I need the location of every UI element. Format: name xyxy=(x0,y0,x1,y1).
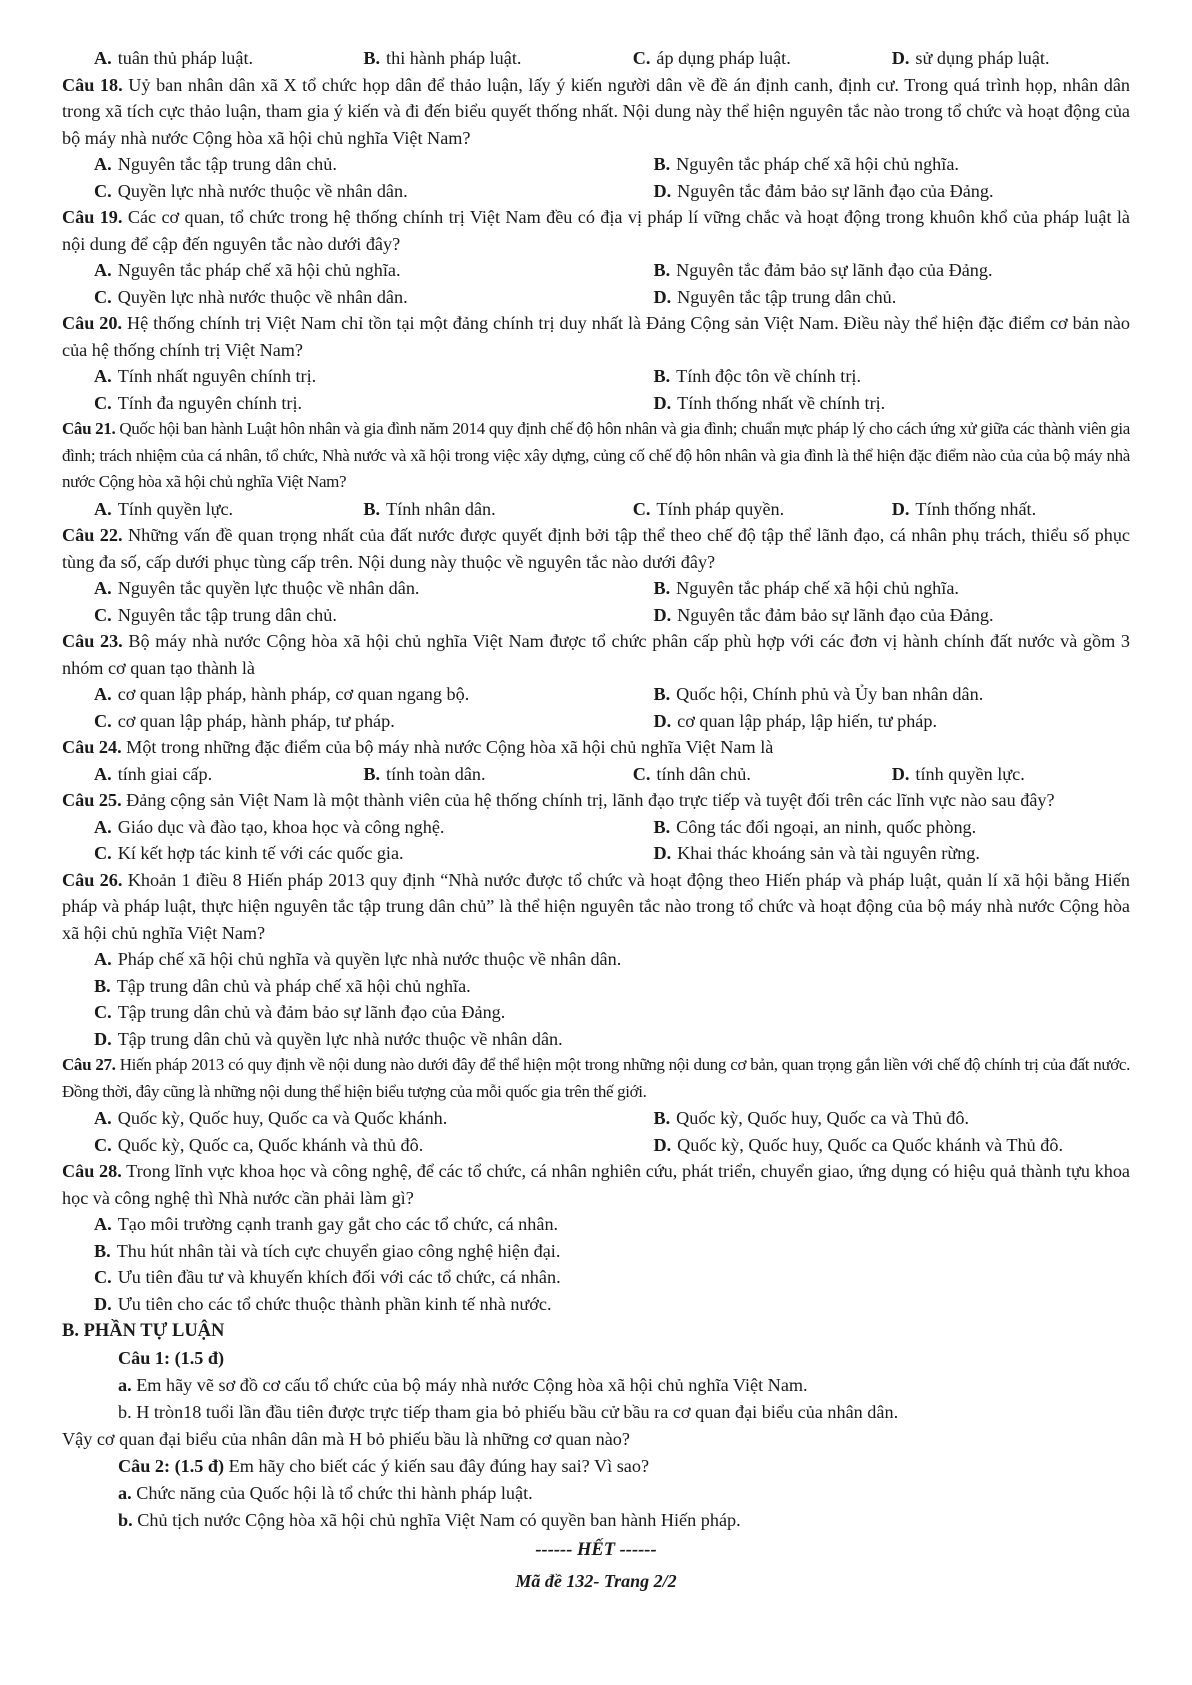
option-c: C. Kí kết hợp tác kinh tế với các quốc gia. xyxy=(94,843,404,863)
option-b: B. Quốc hội, Chính phủ và Ủy ban nhân dân. xyxy=(653,684,984,704)
question-23-options xyxy=(62,681,1130,734)
essay-q1-b-cont: Vậy cơ quan đại biểu của nhân dân mà H bỏ phiếu bầu là những cơ quan nào? xyxy=(62,1429,630,1449)
option-b: B. Nguyên tắc pháp chế xã hội chủ nghĩa. xyxy=(653,578,959,598)
option-a: A. tính giai cấp. xyxy=(94,763,213,784)
question-21: Câu 21. Quốc hội ban hành Luật hôn nhân và gia đình năm 2014 quy định chế độ hôn nhân và gia đình; chuẩn mực pháp lý cho cách ứng xử giữa các thành viên gia đình; trách nhiệm của cá nhân, tổ chức, Nhà nước và xã hội trong việc xây dựng, củng cố chế độ hôn nhân và gia đình là thể hiện đặc điểm nào của của bộ máy nhà nước Cộng hòa xã hội chủ nghĩa Việt Nam? xyxy=(62,419,1130,491)
essay-q1-title: Câu 1: (1.5 đ) xyxy=(118,1348,225,1368)
end-marker: ------ HẾT ------ xyxy=(535,1540,657,1560)
question-21-options xyxy=(62,496,1130,523)
question-27-options xyxy=(62,1105,1130,1158)
option-c: C. Quốc kỳ, Quốc ca, Quốc khánh và thủ đô. xyxy=(94,1134,424,1155)
option-b: B. Nguyên tắc pháp chế xã hội chủ nghĩa. xyxy=(653,154,959,174)
option-d: D. Nguyên tắc đảm bảo sự lãnh đạo của Đảng. xyxy=(653,604,994,625)
option-c: C. Tính pháp quyền. xyxy=(632,498,785,519)
option-d: D. Ưu tiên cho các tổ chức thuộc thành phần kinh tế nhà nước. xyxy=(94,1293,552,1314)
option-d: D. Tính thống nhất về chính trị. xyxy=(653,392,886,413)
option-a: A. cơ quan lập pháp, hành pháp, cơ quan ngang bộ. xyxy=(94,684,470,704)
option-a: A. Nguyên tắc pháp chế xã hội chủ nghĩa. xyxy=(94,260,401,280)
question-24: Câu 24. Một trong những đặc điểm của bộ máy nhà nước Cộng hòa xã hội chủ nghĩa Việt Nam là xyxy=(62,737,774,757)
option-b: B. tính toàn dân. xyxy=(363,763,486,784)
question-24-options xyxy=(62,761,1130,788)
question-23: Câu 23. Bộ máy nhà nước Cộng hòa xã hội chủ nghĩa Việt Nam được tổ chức phân cấp phù hợp với các đơn vị hành chính đất nước và gồm 3 nhóm cơ quan tạo thành là xyxy=(62,631,1130,678)
option-c: C. Quyền lực nhà nước thuộc về nhân dân. xyxy=(94,180,408,201)
essay-q2-b: b. Chủ tịch nước Cộng hòa xã hội chủ nghĩa Việt Nam có quyền ban hành Hiến pháp. xyxy=(118,1510,741,1530)
option-c: C. áp dụng pháp luật. xyxy=(632,48,791,68)
option-d: D. tính quyền lực. xyxy=(891,763,1025,784)
option-d: D. cơ quan lập pháp, lập hiến, tư pháp. xyxy=(653,710,938,731)
question-19: Câu 19. Các cơ quan, tổ chức trong hệ thống chính trị Việt Nam đều có địa vị pháp lí vững chắc và hoạt động trong khuôn khổ của pháp luật là nội dung để cập đến nguyên tắc nào dưới đây? xyxy=(62,207,1131,254)
option-c: C. Nguyên tắc tập trung dân chủ. xyxy=(94,604,337,625)
option-d: D. Nguyên tắc đảm bảo sự lãnh đạo của Đảng. xyxy=(653,180,994,201)
option-b: B. thi hành pháp luật. xyxy=(363,48,522,68)
option-b: B. Nguyên tắc đảm bảo sự lãnh đạo của Đảng. xyxy=(653,260,993,280)
option-a: A. Tính quyền lực. xyxy=(94,498,234,519)
question-26-options xyxy=(62,946,1130,1052)
option-b: B. Công tác đối ngoại, an ninh, quốc phòng. xyxy=(653,816,977,837)
question-20-options xyxy=(62,363,1130,416)
option-c: C. Quyền lực nhà nước thuộc về nhân dân. xyxy=(94,286,408,307)
option-a: A. Quốc kỳ, Quốc huy, Quốc ca và Quốc khánh. xyxy=(94,1108,448,1128)
essay-q2: Câu 2: (1.5 đ) Em hãy cho biết các ý kiến sau đây đúng hay sai? Vì sao? xyxy=(118,1456,650,1476)
question-19-options xyxy=(62,257,1130,310)
option-d: D. Tập trung dân chủ và quyền lực nhà nước thuộc về nhân dân. xyxy=(94,1028,563,1049)
option-a: A. tuân thủ pháp luật. xyxy=(94,48,254,68)
option-a: A. Tính nhất nguyên chính trị. xyxy=(94,366,317,386)
option-d: D. Tính thống nhất. xyxy=(891,498,1037,519)
option-a: A. Nguyên tắc quyền lực thuộc về nhân dân. xyxy=(94,578,420,598)
option-b: B. Tập trung dân chủ và pháp chế xã hội chủ nghĩa. xyxy=(94,975,471,996)
option-d: D. Khai thác khoáng sản và tài nguyên rừng. xyxy=(653,843,980,863)
essay-q1-b: b. H tròn18 tuổi lần đầu tiên được trực tiếp tham gia bỏ phiếu bầu cử bầu ra cơ quan đại biểu của nhân dân. xyxy=(118,1402,899,1422)
option-c: C. Tính đa nguyên chính trị. xyxy=(94,392,303,413)
option-b: B. Quốc kỳ, Quốc huy, Quốc ca và Thủ đô. xyxy=(653,1108,970,1128)
option-a: A. Nguyên tắc tập trung dân chủ. xyxy=(94,154,337,174)
question-27: Câu 27. Hiến pháp 2013 có quy định về nội dung nào dưới đây để thể hiện một trong những nội dung cơ bản, quan trọng gắn liền với chế độ chính trị của đất nước. Đồng thời, đây cũng là những nội dung thể hiện biểu tượng của mỗi quốc gia trên thế giới. xyxy=(62,1055,1130,1101)
option-d: D. Nguyên tắc tập trung dân chủ. xyxy=(653,286,897,307)
question-18: Câu 18. Uỷ ban nhân dân xã X tổ chức họp dân để thảo luận, lấy ý kiến người dân về đề án định canh, định cư. Trong quá trình họp, nhân dân trong xã tích cực thảo luận, tham gia ý kiến và đi đến biểu quyết thống nhất. Nội dung này thể hiện nguyên tắc nào trong tổ chức và hoạt động của bộ máy nhà nước Cộng hòa xã hội chủ nghĩa Việt Nam? xyxy=(62,74,1131,148)
option-a: A. Giáo dục và đào tạo, khoa học và công nghệ. xyxy=(94,816,445,837)
essay-q1-a: a. Em hãy vẽ sơ đồ cơ cấu tổ chức của bộ máy nhà nước Cộng hòa xã hội chủ nghĩa Việt Nam. xyxy=(118,1375,808,1395)
question-18-options xyxy=(62,151,1130,204)
question-20: Câu 20. Hệ thống chính trị Việt Nam chỉ tồn tại một đảng chính trị duy nhất là Đảng Cộng sản Việt Nam. Điều này thể hiện đặc điểm cơ bản nào của hệ thống chính trị Việt Nam? xyxy=(62,313,1131,360)
question-22: Câu 22. Những vấn đề quan trọng nhất của đất nước được quyết định bởi tập thể theo chế độ tập thể lãnh đạo, cá nhân phụ trách, thiểu số phục tùng đa số, cấp dưới phục tùng cấp trên. Nội dung này thuộc về nguyên tắc nào dưới đây? xyxy=(62,525,1131,572)
page-footer: Mã đề 132- Trang 2/2 xyxy=(515,1571,677,1591)
option-c: C. Tập trung dân chủ và đảm bảo sự lãnh đạo của Đảng. xyxy=(94,1002,506,1022)
option-d: D. Quốc kỳ, Quốc huy, Quốc ca Quốc khánh và Thủ đô. xyxy=(653,1134,1064,1155)
option-c: C. Ưu tiên đầu tư và khuyến khích đối với các tổ chức, cá nhân. xyxy=(94,1267,561,1287)
option-c: C. tính dân chủ. xyxy=(632,763,751,784)
question-28-options xyxy=(62,1211,1130,1317)
option-b: B. Thu hút nhân tài và tích cực chuyển giao công nghệ hiện đại. xyxy=(94,1240,561,1261)
top-options xyxy=(62,45,1130,72)
essay-heading: B. PHẦN TỰ LUẬN xyxy=(62,1321,225,1341)
essay-q2-a: a. Chức năng của Quốc hội là tổ chức thi hành pháp luật. xyxy=(118,1483,533,1503)
question-26: Câu 26. Khoản 1 điều 8 Hiến pháp 2013 quy định “Nhà nước được tổ chức và hoạt động theo Hiến pháp và pháp luật, quản lí xã hội bằng Hiến pháp và pháp luật, thực hiện nguyên tắc tập trung dân chủ” là thể hiện nguyên tắc nào trong tổ chức và hoạt động của bộ máy nhà nước Cộng hòa xã hội chủ nghĩa Việt Nam? xyxy=(62,869,1131,943)
option-d: D. sử dụng pháp luật. xyxy=(891,48,1050,68)
option-b: B. Tính độc tôn về chính trị. xyxy=(653,366,861,386)
option-a: A. Tạo môi trường cạnh tranh gay gắt cho các tổ chức, cá nhân. xyxy=(94,1214,559,1234)
option-b: B. Tính nhân dân. xyxy=(363,498,496,519)
question-25-options xyxy=(62,814,1130,867)
question-28: Câu 28. Trong lĩnh vực khoa học và công nghệ, để các tổ chức, cá nhân nghiên cứu, phát triển, chuyển giao, ứng dụng có hiệu quả thành tựu khoa học và công nghệ thì Nhà nước cần phải làm gì? xyxy=(62,1161,1130,1208)
question-25: Câu 25. Đảng cộng sản Việt Nam là một thành viên của hệ thống chính trị, lãnh đạo trực tiếp và tuyệt đối trên các lĩnh vực nào sau đây? xyxy=(62,790,1055,810)
option-a: A. Pháp chế xã hội chủ nghĩa và quyền lực nhà nước thuộc về nhân dân. xyxy=(94,949,622,969)
option-c: C. cơ quan lập pháp, hành pháp, tư pháp. xyxy=(94,710,395,731)
question-22-options xyxy=(62,575,1130,628)
